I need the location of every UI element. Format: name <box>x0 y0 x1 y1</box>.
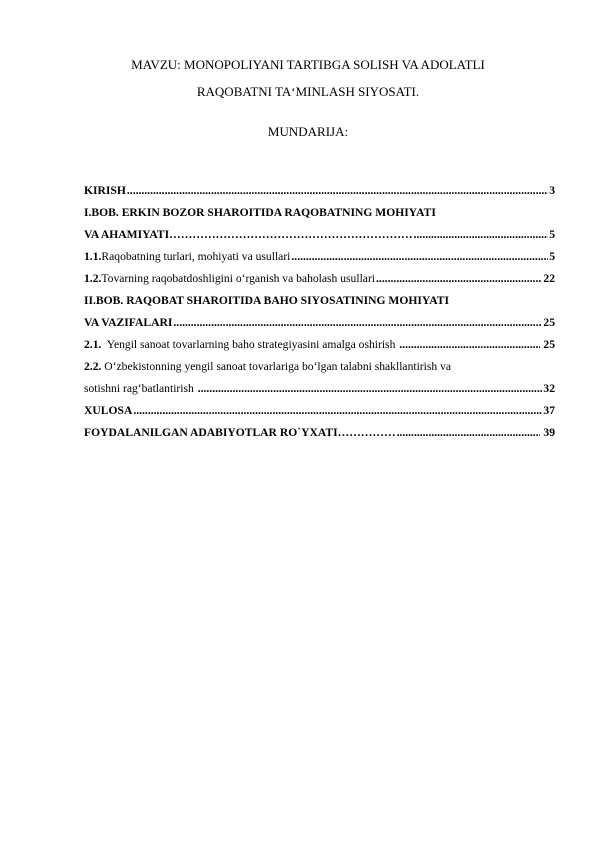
dot-leader <box>376 268 542 290</box>
toc-page-number: 22 <box>543 272 555 285</box>
toc-page-number: 5 <box>549 228 555 241</box>
dot-leader <box>133 400 542 422</box>
toc-entry-bob1-line1[interactable]: I.BOB. ERKIN BOZOR SHAROITIDA RAQOBATNING MOHIYATI <box>84 206 436 219</box>
toc-entry-2-1[interactable] <box>84 334 555 356</box>
dot-leader <box>291 246 548 268</box>
dot-leader <box>414 224 549 246</box>
toc-page-number: 3 <box>549 184 555 197</box>
ellipsis-leader: …………… <box>337 426 396 439</box>
toc-section-number: 2.2. <box>84 360 102 373</box>
toc-entry-bob2-line1[interactable]: II.BOB. RAQOBAT SHAROITIDA BAHO SIYOSATINING MOHIYATI <box>84 294 449 307</box>
toc-entry-text: VA VAZIFALARI <box>84 316 173 329</box>
toc-entry-2-2-line2[interactable] <box>84 378 555 400</box>
toc-page-number: 25 <box>540 338 555 351</box>
dot-leader <box>198 378 543 400</box>
toc-entry-text: Yengil sanoat tovarlarning baho strategiyasini amalga oshirish <box>101 338 399 351</box>
toc-entry-bob1-line2[interactable] <box>84 224 555 246</box>
toc-entry-1-1[interactable] <box>84 246 555 268</box>
toc-entry-text: O‘zbekistonning yengil sanoat tovarlariga bo‘lgan talabni shakllantirish va <box>101 360 452 373</box>
dot-leader <box>397 422 540 444</box>
title-line-2: RAQOBATNI TA‘MINLASH SIYOSATI. <box>196 84 420 99</box>
toc-entry-2-2-line1[interactable] <box>84 356 555 378</box>
title-line-1: MAVZU: MONOPOLIYANI TARTIBGA SOLISH VA ADOLATLI <box>131 57 485 72</box>
toc-page-number: 32 <box>543 382 555 395</box>
toc-section-number: 2.1. <box>84 338 102 351</box>
table-of-contents <box>84 180 555 444</box>
toc-page-number: 37 <box>543 404 555 417</box>
toc-entry-1-2[interactable] <box>84 268 555 290</box>
toc-entry-text: VA AHAMIYATI <box>84 228 170 241</box>
toc-entry-text: sotishni rag‘batlantirish <box>84 382 197 395</box>
toc-entry-text: KIRISH <box>84 184 126 197</box>
contents-heading: MUNDARIJA: <box>267 124 349 139</box>
dot-leader <box>399 334 539 356</box>
dot-leader <box>127 180 548 202</box>
toc-entry-text: Tovarning raqobatdoshligini o‘rganish va baholash usullari <box>101 272 376 285</box>
toc-entry-text: FOYDALANILGAN ADABIYOTLAR RO`YXATI <box>84 426 338 439</box>
toc-section-number: 1.2. <box>84 272 102 285</box>
toc-page-number: 39 <box>540 426 555 439</box>
toc-entry-adabiyotlar[interactable] <box>84 422 555 444</box>
ellipsis-leader: ……………………………………………………… <box>169 228 413 241</box>
toc-entry-text: Raqobatning turlari, mohiyati va usullari <box>101 250 291 263</box>
toc-entry-xulosa[interactable] <box>84 400 555 422</box>
dot-leader <box>173 312 542 334</box>
toc-entry-kirish[interactable] <box>84 180 555 202</box>
toc-entry-text: XULOSA <box>84 404 133 417</box>
toc-entry-bob2-line2[interactable] <box>84 312 555 334</box>
toc-section-number: 1.1. <box>84 250 102 263</box>
toc-page-number: 25 <box>543 316 555 329</box>
toc-page-number: 5 <box>549 250 555 263</box>
